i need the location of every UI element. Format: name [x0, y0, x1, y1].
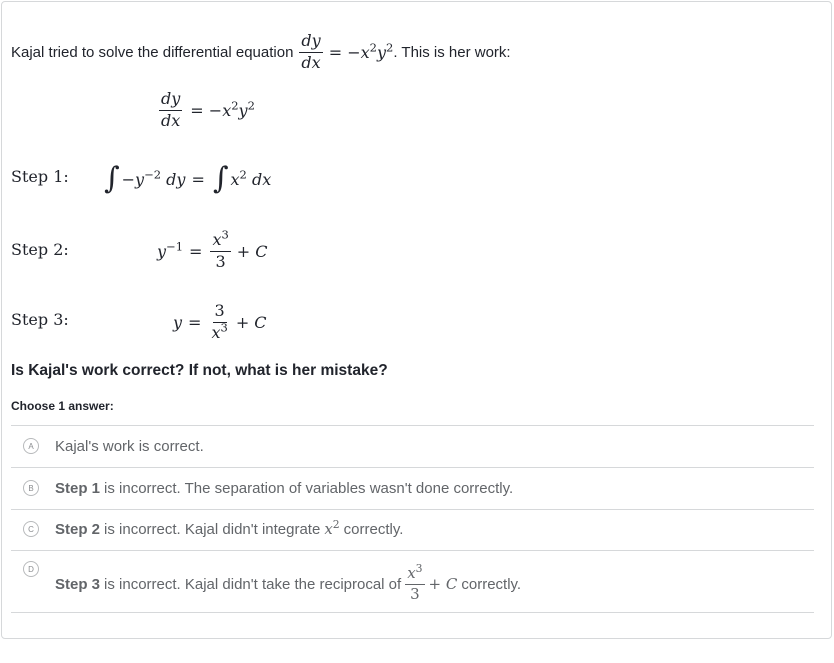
- equation-rhs: = $-x^2y^2$: [328, 40, 394, 62]
- choice-bold: Step 1: [55, 480, 101, 497]
- choice-c-bubble[interactable]: C: [23, 521, 39, 537]
- choice-d[interactable]: [11, 551, 814, 612]
- step-2-label: Step 2:: [11, 240, 69, 259]
- choice-text: is incorrect. Kajal didn't take the reciprocal of: [104, 575, 402, 593]
- choice-tail: correctly.: [343, 520, 404, 538]
- fraction-numerator: dy: [159, 91, 182, 111]
- dy-dx-fraction: [299, 30, 322, 72]
- step-3-label: Step 3:: [11, 310, 69, 329]
- step-3-equation: [173, 299, 267, 345]
- intro-prefix: Kajal tried to solve the differential equation: [11, 43, 294, 61]
- choice-a-text: [55, 438, 204, 455]
- integral-sign: ∫: [104, 161, 120, 196]
- step-3-lhs: y: [173, 312, 183, 332]
- choice-text: Kajal's work is correct.: [55, 438, 204, 455]
- choice-b-text: [55, 480, 513, 497]
- fraction-denominator: 3: [215, 251, 226, 271]
- equals-sign: =: [188, 312, 202, 332]
- intro-suffix: . This is her work:: [393, 43, 511, 61]
- x-cubed-over-3: [210, 227, 230, 271]
- step-2-lhs: $y^{-1}$: [157, 239, 184, 261]
- choice-b-bubble[interactable]: B: [23, 480, 39, 496]
- fraction-denominator: 3: [410, 584, 420, 603]
- exercise-card: [1, 1, 832, 639]
- fraction-denominator: dx: [301, 52, 321, 72]
- step-1-equation: [102, 159, 271, 199]
- fraction-denominator: $x^3$: [211, 320, 228, 342]
- choice-a[interactable]: [11, 426, 814, 467]
- plus-c: + C: [235, 312, 267, 332]
- problem-statement: [11, 30, 511, 74]
- plus-c: + C: [236, 241, 268, 261]
- plus-c: + C: [428, 575, 458, 593]
- 3-over-x-cubed: [209, 300, 229, 342]
- step-1-lhs: $-y^{-2}$ dy: [121, 167, 186, 189]
- x-cubed-over-3: [405, 561, 424, 603]
- x-squared-math: $x^2$: [324, 518, 340, 538]
- choice-text: is incorrect. Kajal didn't integrate: [104, 520, 321, 538]
- choice-b[interactable]: [11, 468, 814, 509]
- choice-tail: correctly.: [461, 575, 522, 593]
- dy-dx-fraction: [159, 88, 182, 130]
- choice-bold: Step 2: [55, 520, 101, 538]
- integral-sign: ∫: [212, 161, 229, 196]
- step-1-label: Step 1:: [11, 167, 69, 186]
- step-2-equation: [157, 228, 268, 274]
- step-1-rhs: $x^2$ dx: [230, 167, 272, 189]
- fraction-numerator: $x^3$: [210, 232, 230, 252]
- choice-text: is incorrect. The separation of variables wasn't done correctly.: [104, 480, 514, 497]
- choice-a-bubble[interactable]: A: [23, 438, 39, 454]
- equals-sign: =: [189, 241, 203, 261]
- equation-rhs: = $-x^2y^2$: [190, 98, 255, 120]
- question-text: Is Kajal's work correct? If not, what is her mistake?: [11, 362, 388, 379]
- fraction-denominator: dx: [161, 110, 181, 130]
- choice-d-text: [55, 561, 521, 607]
- equation-display: [157, 88, 255, 132]
- choice-c[interactable]: [11, 510, 814, 550]
- choice-d-bubble[interactable]: D: [23, 561, 39, 577]
- choice-bold: Step 3: [55, 575, 101, 593]
- divider: [11, 612, 814, 613]
- fraction-numerator: 3: [213, 303, 227, 323]
- fraction-numerator: $x^3$: [405, 566, 424, 585]
- fraction-numerator: dy: [299, 33, 322, 53]
- choice-c-text: [55, 520, 403, 538]
- equals-sign: =: [191, 169, 205, 189]
- choose-label: Choose 1 answer:: [11, 399, 114, 413]
